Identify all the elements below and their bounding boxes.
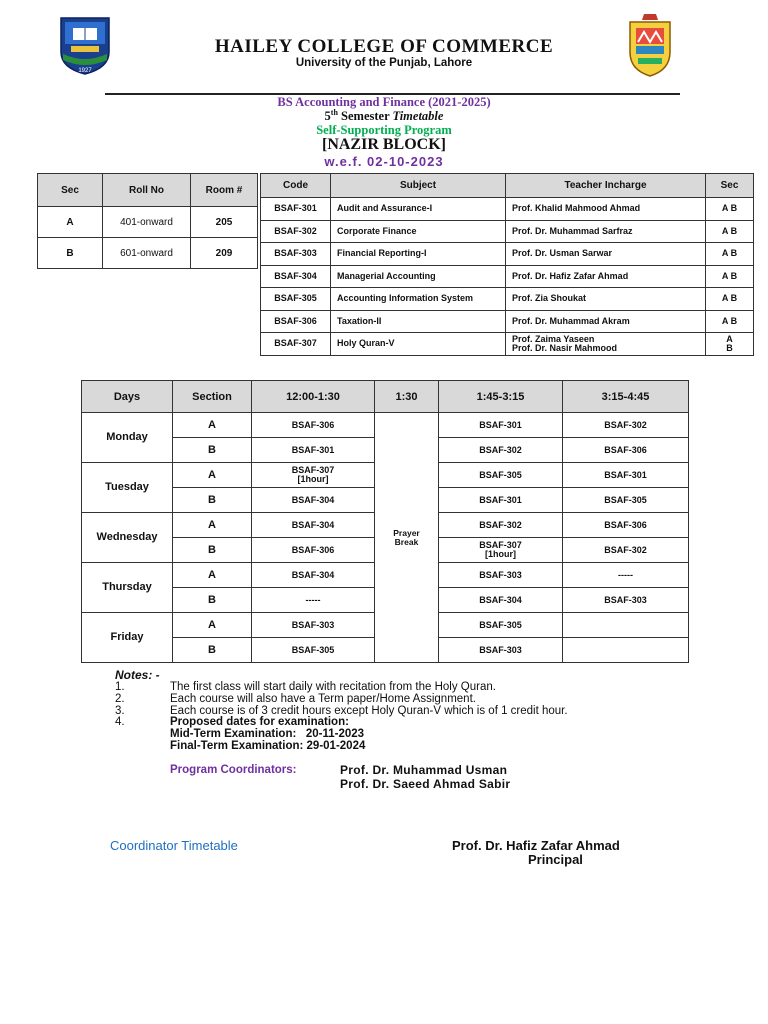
slot-cell: BSAF-304: [439, 588, 563, 613]
slot-cell: BSAF-305: [563, 488, 689, 513]
coordinator-name: Prof. Dr. Muhammad Usman: [340, 763, 508, 777]
note-text: The first class will start daily with recitation from the Holy Quran.: [170, 681, 496, 693]
course-subject: Financial Reporting-I: [331, 243, 506, 266]
semester-suffix: th: [330, 108, 338, 117]
course-code: BSAF-305: [261, 288, 331, 311]
section-cell: A: [173, 563, 252, 588]
course-table: [260, 173, 754, 356]
section-table: [37, 173, 258, 269]
table-row: [261, 220, 754, 243]
table-row: [38, 207, 258, 238]
course-code: BSAF-306: [261, 310, 331, 333]
slot3-header: 3:15-4:45: [563, 381, 689, 413]
slot-line: BSAF-307: [479, 540, 522, 550]
subject-header: Subject: [331, 174, 506, 198]
principal-name: Prof. Dr. Hafiz Zafar Ahmad: [452, 838, 620, 853]
rollno-cell: 401-onward: [103, 207, 191, 238]
course-sec: A B: [706, 220, 754, 243]
college-name: HAILEY COLLEGE OF COMMERCE: [214, 36, 554, 57]
slot-cell: BSAF-302: [439, 438, 563, 463]
semester-title: [0, 108, 768, 124]
section-cell: A: [173, 513, 252, 538]
slot-cell: BSAF-305: [439, 463, 563, 488]
days-header: Days: [82, 381, 173, 413]
course-subject: Taxation-II: [331, 310, 506, 333]
note-number: 2.: [115, 693, 125, 705]
section-cell: B: [173, 438, 252, 463]
slot-cell: BSAF-303: [252, 613, 375, 638]
section-cell: A: [173, 463, 252, 488]
course-subject: Holy Quran-V: [331, 333, 506, 356]
rollno-cell: 601-onward: [103, 238, 191, 269]
sec-line: B: [726, 342, 733, 353]
slot-line: BSAF-307: [291, 465, 335, 475]
course-code: BSAF-304: [261, 265, 331, 288]
note-number: 3.: [115, 705, 125, 717]
course-sec: A B: [706, 243, 754, 266]
note-number: 4.: [115, 716, 125, 728]
coordinators-label: Program Coordinators:: [170, 764, 297, 776]
coordinator-timetable-label: Coordinator Timetable: [110, 838, 238, 853]
slot1-header: 12:00-1:30: [252, 381, 375, 413]
course-teacher: Prof. Dr. Usman Sarwar: [506, 243, 706, 266]
prayer-break-cell: [375, 413, 439, 663]
note-number: 1.: [115, 681, 125, 693]
slot-cell: BSAF-302: [563, 413, 689, 438]
room-header: Room #: [191, 174, 258, 207]
note-text: Proposed dates for examination:: [170, 716, 349, 728]
coordinator-name: Prof. Dr. Saeed Ahmad Sabir: [340, 777, 511, 791]
block-title: [NAZIR BLOCK]: [321, 136, 446, 153]
semester-word: Semester: [337, 109, 393, 124]
slot-cell: [439, 538, 563, 563]
principal-title: Principal: [528, 852, 583, 867]
slot-cell: BSAF-304: [252, 513, 375, 538]
course-subject: Accounting Information System: [331, 288, 506, 311]
break-line: Prayer: [393, 527, 420, 538]
svg-text:1927: 1927: [78, 68, 92, 74]
weekly-timetable: [81, 380, 689, 663]
effective-date: w.e.f. 02-10-2023: [324, 154, 444, 169]
note-text: Each course is of 3 credit hours except Holy Quran-V which is of 1 credit hour.: [170, 705, 568, 717]
slot-cell: BSAF-302: [439, 513, 563, 538]
slot2-header: 1:45-3:15: [439, 381, 563, 413]
course-sec: [706, 333, 754, 356]
slot-cell: BSAF-306: [252, 538, 375, 563]
section-header: Sec: [38, 174, 103, 207]
day-cell: Friday: [82, 613, 173, 663]
slot-cell: [563, 613, 689, 638]
sec-line: A: [726, 333, 733, 344]
course-teacher: Prof. Dr. Muhammad Sarfraz: [506, 220, 706, 243]
slot-cell: BSAF-305: [439, 613, 563, 638]
break-header: 1:30: [375, 381, 439, 413]
code-header: Code: [261, 174, 331, 198]
section-cell: B: [38, 238, 103, 269]
day-cell: Monday: [82, 413, 173, 463]
section-header: Section: [173, 381, 252, 413]
slot-line: [1hour]: [485, 549, 516, 559]
section-cell: B: [173, 538, 252, 563]
slot-cell: BSAF-303: [439, 563, 563, 588]
teacher-header: Teacher Incharge: [506, 174, 706, 198]
slot-cell: [563, 638, 689, 663]
section-cell: B: [173, 588, 252, 613]
slot-cell: BSAF-305: [252, 638, 375, 663]
slot-cell: BSAF-301: [563, 463, 689, 488]
course-teacher: Prof. Dr. Muhammad Akram: [506, 310, 706, 333]
teacher-line: Prof. Dr. Nasir Mahmood: [512, 342, 618, 353]
day-cell: Tuesday: [82, 463, 173, 513]
slot-cell: BSAF-306: [252, 413, 375, 438]
room-cell: 205: [191, 207, 258, 238]
sec-header: Sec: [706, 174, 754, 198]
slot-cell: BSAF-301: [439, 413, 563, 438]
table-row: [261, 265, 754, 288]
table-row: [38, 238, 258, 269]
course-code: BSAF-303: [261, 243, 331, 266]
slot-cell: BSAF-303: [563, 588, 689, 613]
semester-number: 5: [324, 109, 331, 124]
table-row: [261, 198, 754, 221]
slot-line: [1hour]: [297, 474, 329, 484]
program-type: Self-Supporting Program: [316, 123, 452, 137]
slot-cell: BSAF-306: [563, 513, 689, 538]
course-code: BSAF-307: [261, 333, 331, 356]
slot-cell: BSAF-301: [439, 488, 563, 513]
section-cell: A: [173, 413, 252, 438]
course-sec: A B: [706, 310, 754, 333]
section-cell: A: [38, 207, 103, 238]
course-code: BSAF-302: [261, 220, 331, 243]
program-title: BS Accounting and Finance (2021-2025): [277, 95, 491, 109]
slot-cell: BSAF-306: [563, 438, 689, 463]
table-row: [82, 413, 689, 438]
table-row: [261, 243, 754, 266]
day-cell: Thursday: [82, 563, 173, 613]
university-name: University of the Punjab, Lahore: [295, 57, 473, 69]
section-cell: B: [173, 638, 252, 663]
section-cell: B: [173, 488, 252, 513]
course-sec: A B: [706, 265, 754, 288]
slot-cell: BSAF-303: [439, 638, 563, 663]
table-row: [261, 288, 754, 311]
room-cell: 209: [191, 238, 258, 269]
teacher-line: Prof. Zaima Yaseen: [512, 333, 595, 344]
slot-cell: BSAF-302: [563, 538, 689, 563]
course-subject: Audit and Assurance-I: [331, 198, 506, 221]
notes-title: Notes: -: [115, 668, 160, 682]
mid-term-date: Mid-Term Examination: 20-11-2023: [170, 728, 365, 740]
course-sec: A B: [706, 288, 754, 311]
course-teacher: Prof. Dr. Hafiz Zafar Ahmad: [506, 265, 706, 288]
timetable-word: Timetable: [392, 109, 444, 124]
table-row: [261, 333, 754, 356]
day-cell: Wednesday: [82, 513, 173, 563]
course-teacher: Prof. Khalid Mahmood Ahmad: [506, 198, 706, 221]
course-subject: Corporate Finance: [331, 220, 506, 243]
slot-cell: -----: [252, 588, 375, 613]
section-cell: A: [173, 613, 252, 638]
table-row: [261, 310, 754, 333]
final-term-date: Final-Term Examination: 29-01-2024: [170, 740, 366, 752]
course-teacher: [506, 333, 706, 356]
slot-cell: BSAF-304: [252, 488, 375, 513]
slot-cell: BSAF-304: [252, 563, 375, 588]
slot-cell: [252, 463, 375, 488]
break-line: Break: [394, 536, 419, 547]
course-sec: A B: [706, 198, 754, 221]
note-text: Each course will also have a Term paper/Home Assignment.: [170, 693, 476, 705]
course-code: BSAF-301: [261, 198, 331, 221]
course-teacher: Prof. Zia Shoukat: [506, 288, 706, 311]
rollno-header: Roll No: [103, 174, 191, 207]
course-subject: Managerial Accounting: [331, 265, 506, 288]
slot-cell: -----: [563, 563, 689, 588]
slot-cell: BSAF-301: [252, 438, 375, 463]
